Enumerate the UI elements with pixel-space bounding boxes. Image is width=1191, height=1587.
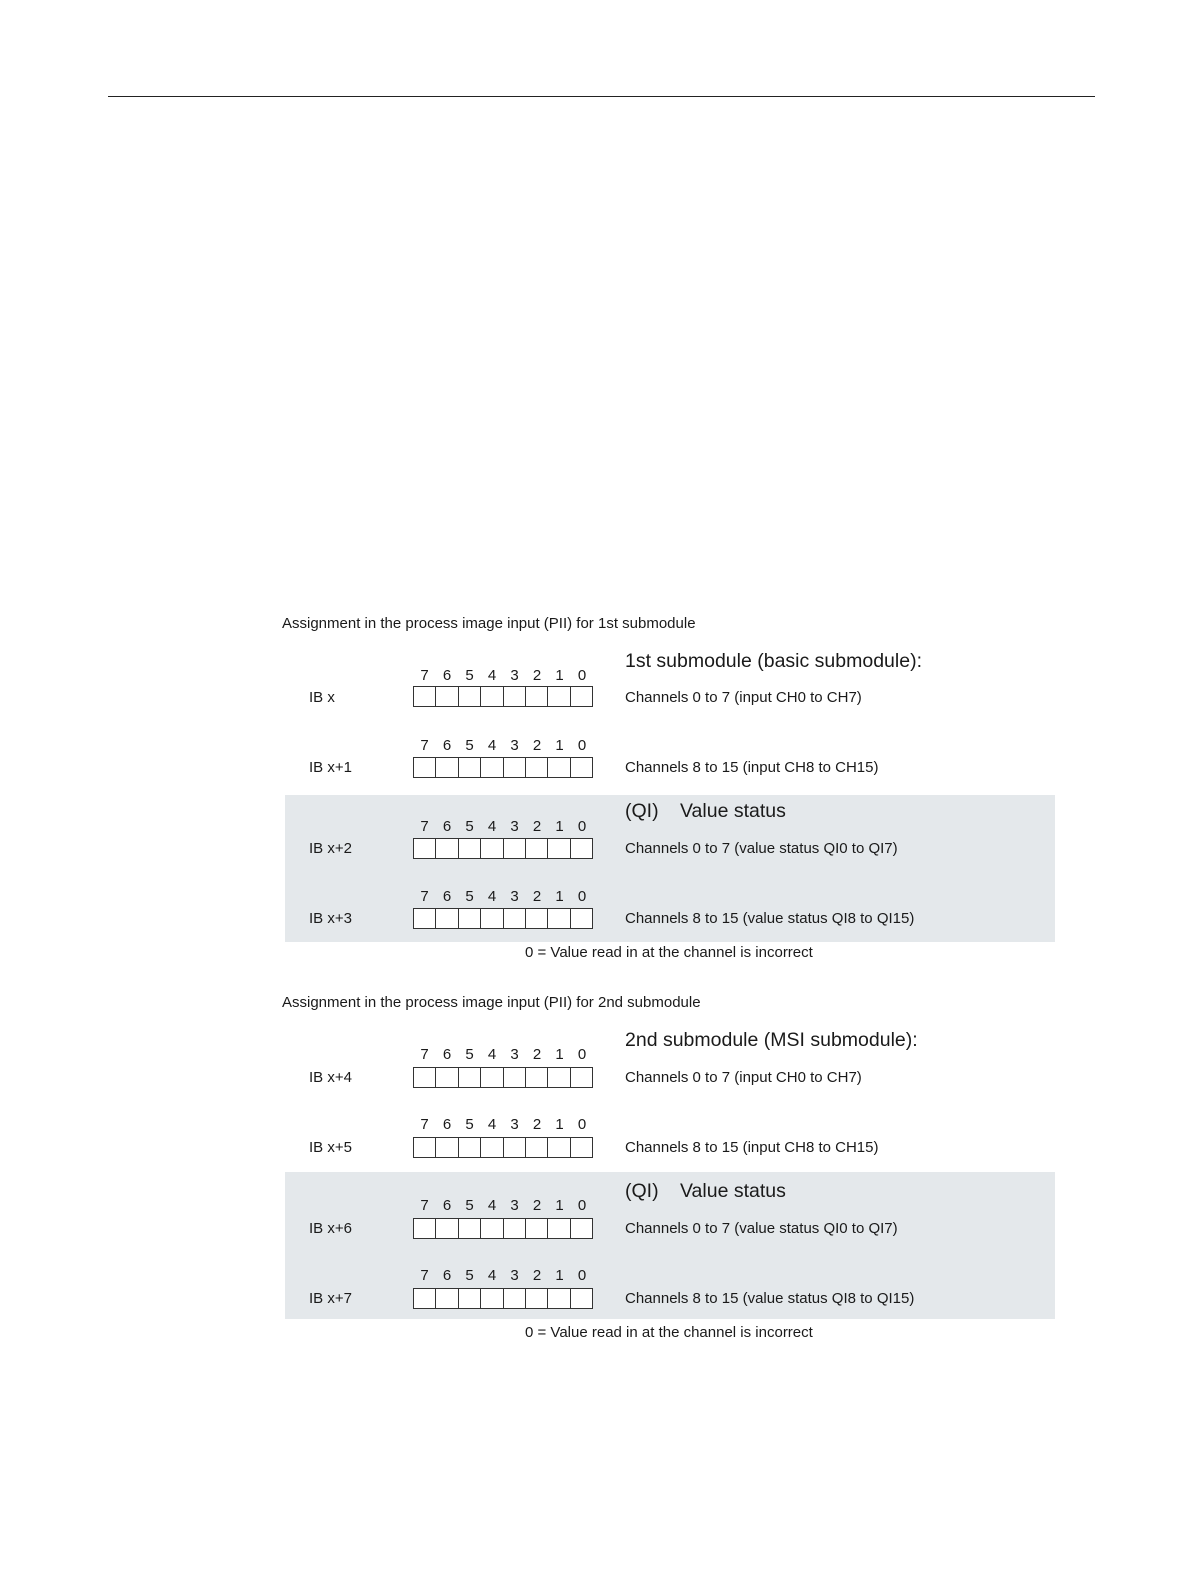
bit-number: 7 [420,1116,429,1133]
bit-number: 5 [465,818,474,835]
bit-number: 3 [510,1197,519,1214]
bit-number: 6 [442,818,452,835]
bit-cell [459,1289,481,1308]
value-status-heading: Value status [680,1180,786,1202]
bit-number-row [413,737,593,753]
bit-number: 0 [577,737,587,754]
bit-number-row [413,1267,593,1283]
bit-cell [526,1219,548,1238]
bit-number: 3 [510,818,519,835]
bit-cell [571,909,592,928]
bit-cell [504,1219,526,1238]
bit-number: 7 [420,1197,429,1214]
bit-number: 5 [465,1046,474,1063]
bit-number: 1 [555,1046,564,1063]
bit-cell [481,1138,503,1157]
bit-cell [414,687,436,706]
bit-number: 1 [555,818,564,835]
bit-number: 7 [420,667,429,684]
input-byte-label: IB x+6 [309,1220,352,1237]
bit-cell [526,1289,548,1308]
bit-number: 0 [577,888,587,905]
bit-number: 7 [420,888,429,905]
bit-cell [481,839,503,858]
bit-number: 3 [510,1046,519,1063]
qi-code-label: (QI) [625,800,659,822]
bit-cell [436,1068,458,1087]
bit-number: 3 [510,1267,519,1284]
bit-cell [548,909,570,928]
bit-cell [414,1219,436,1238]
bit-cell [459,758,481,777]
bit-number: 5 [465,667,474,684]
bit-cell [481,909,503,928]
bit-cell [414,758,436,777]
bit-cell [504,839,526,858]
bit-cell [481,758,503,777]
bit-number: 5 [465,1197,474,1214]
bit-cell [436,1289,458,1308]
qi-code-label: (QI) [625,1180,659,1202]
bit-cell [548,1068,570,1087]
bit-cell [571,839,592,858]
bit-number: 2 [532,1116,542,1133]
bit-number: 0 [577,1046,587,1063]
bit-number: 1 [555,667,564,684]
bit-cells [413,757,593,778]
footnote-note: 0 = Value read in at the channel is incorrect [525,944,813,961]
bit-number: 2 [532,888,542,905]
bit-number: 5 [465,888,474,905]
header-rule [108,96,1095,97]
bit-number: 0 [577,1116,587,1133]
bit-number: 4 [487,888,497,905]
bit-number: 1 [555,1116,564,1133]
bit-cells [413,686,593,707]
bit-number: 5 [465,1116,474,1133]
bit-number: 2 [532,737,542,754]
bit-cell [481,687,503,706]
bit-cells [413,1137,593,1158]
input-byte-label: IB x+3 [309,910,352,927]
bit-cell [459,687,481,706]
bit-number: 6 [442,1267,452,1284]
bit-cell [414,1068,436,1087]
bit-number: 5 [465,1267,474,1284]
bit-cell [459,1138,481,1157]
bit-cells [413,1067,593,1088]
footnote-note: 0 = Value read in at the channel is incorrect [525,1324,813,1341]
channel-description: Channels 0 to 7 (input CH0 to CH7) [625,1069,862,1086]
figure-caption: Assignment in the process image input (PII) for 2nd submodule [282,994,701,1011]
bit-cell [436,687,458,706]
bit-cells [413,1288,593,1309]
bit-number: 7 [420,1046,429,1063]
input-byte-label: IB x+1 [309,759,352,776]
bit-number: 4 [487,737,497,754]
bit-number: 4 [487,1116,497,1133]
bit-number: 6 [442,888,452,905]
bit-number: 0 [577,1197,587,1214]
bit-cell [436,909,458,928]
input-byte-label: IB x [309,689,335,706]
bit-number-row [413,667,593,683]
channel-description: Channels 0 to 7 (value status QI0 to QI7) [625,840,898,857]
bit-cell [459,1068,481,1087]
bit-cell [526,839,548,858]
bit-cell [548,1289,570,1308]
bit-number: 0 [577,1267,587,1284]
bit-number: 1 [555,888,564,905]
bit-number: 4 [487,667,497,684]
channel-description: Channels 8 to 15 (input CH8 to CH15) [625,759,879,776]
bit-cell [526,687,548,706]
bit-cell [459,839,481,858]
bit-number: 2 [532,1197,542,1214]
submodule-heading: 2nd submodule (MSI submodule): [625,1029,918,1051]
channel-description: Channels 8 to 15 (value status QI8 to QI15) [625,910,915,927]
bit-number-row [413,1116,593,1132]
bit-number: 0 [577,818,587,835]
bit-number: 2 [532,1046,542,1063]
bit-cell [571,687,592,706]
bit-number: 1 [555,737,564,754]
bit-number: 1 [555,1197,564,1214]
bit-cell [526,1068,548,1087]
bit-cell [414,1289,436,1308]
submodule-heading: 1st submodule (basic submodule): [625,650,922,672]
bit-cell [571,758,592,777]
bit-cell [526,1138,548,1157]
bit-number-row [413,1197,593,1213]
bit-number: 7 [420,818,429,835]
bit-number: 2 [532,667,542,684]
bit-cell [504,909,526,928]
bit-cell [504,1068,526,1087]
bit-cell [548,758,570,777]
bit-number: 4 [487,1046,497,1063]
bit-cell [504,1138,526,1157]
bit-number: 6 [442,1197,452,1214]
bit-cell [526,758,548,777]
bit-cell [548,1138,570,1157]
bit-number: 6 [442,667,452,684]
input-byte-label: IB x+2 [309,840,352,857]
bit-number: 0 [577,667,587,684]
bit-number: 4 [487,1197,497,1214]
input-byte-label: IB x+4 [309,1069,352,1086]
bit-cell [436,1219,458,1238]
bit-cells [413,838,593,859]
bit-cell [571,1289,592,1308]
bit-number: 3 [510,888,519,905]
bit-cell [481,1289,503,1308]
bit-cell [548,687,570,706]
bit-cell [459,909,481,928]
value-status-heading: Value status [680,800,786,822]
bit-number-row [413,1046,593,1062]
bit-number: 6 [442,737,452,754]
bit-cells [413,1218,593,1239]
bit-cell [548,839,570,858]
bit-number: 3 [510,667,519,684]
bit-number: 4 [487,818,497,835]
bit-number: 5 [465,737,474,754]
channel-description: Channels 8 to 15 (value status QI8 to QI15) [625,1290,915,1307]
bit-number: 6 [442,1116,452,1133]
bit-cell [504,758,526,777]
bit-number: 3 [510,737,519,754]
bit-cell [459,1219,481,1238]
bit-cell [481,1219,503,1238]
bit-number: 7 [420,737,429,754]
input-byte-label: IB x+7 [309,1290,352,1307]
bit-number: 7 [420,1267,429,1284]
channel-description: Channels 0 to 7 (input CH0 to CH7) [625,689,862,706]
bit-number: 6 [442,1046,452,1063]
bit-number: 4 [487,1267,497,1284]
bit-cell [436,758,458,777]
channel-description: Channels 0 to 7 (value status QI0 to QI7) [625,1220,898,1237]
bit-cell [414,839,436,858]
bit-cell [481,1068,503,1087]
bit-cell [414,1138,436,1157]
bit-cell [504,687,526,706]
bit-cells [413,908,593,929]
channel-description: Channels 8 to 15 (input CH8 to CH15) [625,1139,879,1156]
bit-cell [504,1289,526,1308]
bit-cell [571,1138,592,1157]
bit-cell [436,839,458,858]
bit-cell [571,1068,592,1087]
bit-cell [571,1219,592,1238]
bit-number: 2 [532,1267,542,1284]
figure-caption: Assignment in the process image input (PII) for 1st submodule [282,615,696,632]
bit-cell [436,1138,458,1157]
bit-cell [548,1219,570,1238]
input-byte-label: IB x+5 [309,1139,352,1156]
bit-cell [414,909,436,928]
bit-cell [526,909,548,928]
bit-number-row [413,888,593,904]
bit-number-row [413,818,593,834]
bit-number: 1 [555,1267,564,1284]
bit-number: 3 [510,1116,519,1133]
bit-number: 2 [532,818,542,835]
